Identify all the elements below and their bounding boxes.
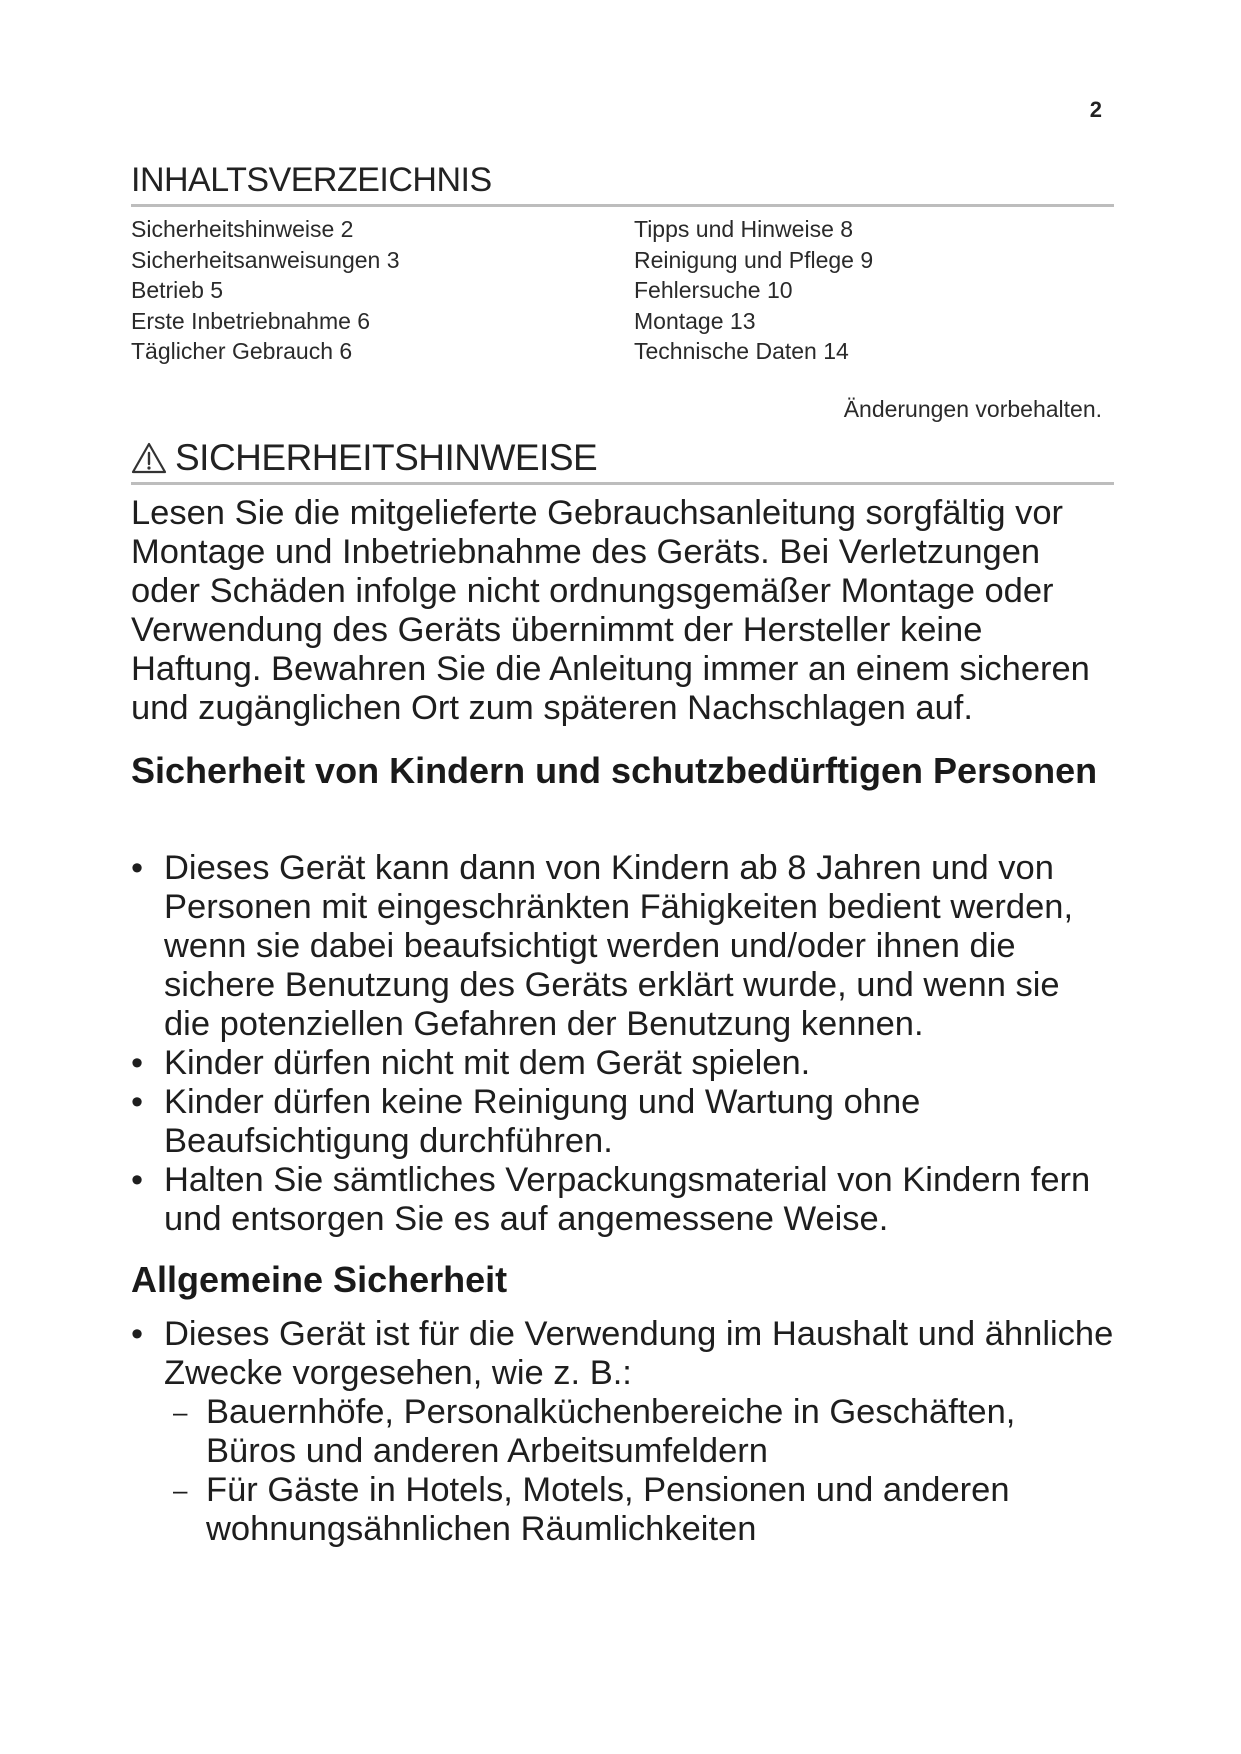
dash-icon: – [173,1397,188,1427]
dash-icon: – [173,1475,188,1505]
bullet-icon: • [131,1083,144,1121]
toc-entry-fehlersuche[interactable]: Fehlersuche 10 [634,277,793,303]
page-number: 2 [1089,97,1102,122]
warning-triangle-icon [131,441,167,475]
list-item [131,1315,1114,1549]
toc-entry-tipps-und-hinweise[interactable]: Tipps und Hinweise 8 [634,216,854,242]
bullet-icon: • [131,1315,144,1353]
list-item-text: Halten Sie sämtliches Verpackungsmaterial von Kindern fern und entsorgen Sie es auf angemessene Weise. [164,1161,1091,1238]
changes-note: Änderungen vorbehalten. [843,396,1102,422]
bullet-icon: • [131,849,144,887]
toc-column-right [634,214,873,367]
list-item-text: Kinder dürfen keine Reinigung und Wartung ohne Beaufsichtigung durchführen. [164,1083,921,1160]
general-safety-list [131,1315,1114,1549]
bullet-icon: • [131,1161,144,1199]
list-item-text: Dieses Gerät kann dann von Kindern ab 8 Jahren und von Personen mit eingeschränkten Fähigkeiten bedient werden, wenn sie dabei beaufsichtigt werden und/oder ihnen die sichere Benutzung des Geräts erklärt wurde, und wenn sie die potenziellen Gefahren der Benutzung kennen. [164,849,1074,1043]
list-item [131,849,1114,1044]
list-item-text: Dieses Gerät ist für die Verwendung im Haushalt und ähnliche Zwecke vorgesehen, wie z. B.: [164,1315,1114,1392]
safety-title-text: SICHERHEITSHINWEISE [175,437,598,478]
list-item [131,1044,1114,1083]
bullet-icon: • [131,1044,144,1082]
toc-entry-erste-inbetriebnahme[interactable]: Erste Inbetriebnahme 6 [131,307,371,334]
sub-list-item [164,1471,1114,1549]
kids-safety-heading: Sicherheit von Kindern und schutzbedürftigen Personen [131,750,1098,791]
sub-list [164,1393,1114,1549]
list-item [131,1161,1114,1239]
sub-list-item-text: Für Gäste in Hotels, Motels, Pensionen und anderen wohnungsähnlichen Räumlichkeiten [206,1471,1010,1548]
list-item-text: Kinder dürfen nicht mit dem Gerät spielen. [164,1044,811,1082]
sub-list-item [164,1393,1114,1471]
toc-entry-betrieb[interactable]: Betrieb 5 [131,277,224,303]
list-item [131,1083,1114,1161]
sub-list-item-text: Bauernhöfe, Personalküchenbereiche in Geschäften, Büros und anderen Arbeitsumfeldern [206,1393,1016,1470]
toc-entry-taeglicher-gebrauch[interactable]: Täglicher Gebrauch 6 [131,338,353,364]
toc-title: INHALTSVERZEICHNIS [131,160,1114,207]
toc-entry-technische-daten[interactable]: Technische Daten 14 [634,338,849,364]
general-safety-heading: Allgemeine Sicherheit [131,1259,508,1300]
toc-entry-sicherheitshinweise[interactable]: Sicherheitshinweise 2 [131,216,354,242]
toc-entry-sicherheitsanweisungen[interactable]: Sicherheitsanweisungen 3 [131,246,400,273]
safety-intro-paragraph: Lesen Sie die mitgelieferte Gebrauchsanleitung sorgfältig vor Montage und Inbetriebnahme des Geräts. Bei Verletzungen oder Schäden infolge nicht ordnungsgemäßer Montage oder Verwendung des Geräts übernimmt der Hersteller keine Haftung. Bewahren Sie die Anleitung immer an einem sicheren und zugänglichen Ort zum späteren Nachschlagen auf. [131,494,1090,727]
kids-safety-list [131,849,1114,1239]
toc-entry-montage[interactable]: Montage 13 [634,307,756,334]
toc-entry-reinigung-und-pflege[interactable]: Reinigung und Pflege 9 [634,246,874,273]
safety-section-title [131,436,1114,485]
toc-column-left [131,214,400,367]
